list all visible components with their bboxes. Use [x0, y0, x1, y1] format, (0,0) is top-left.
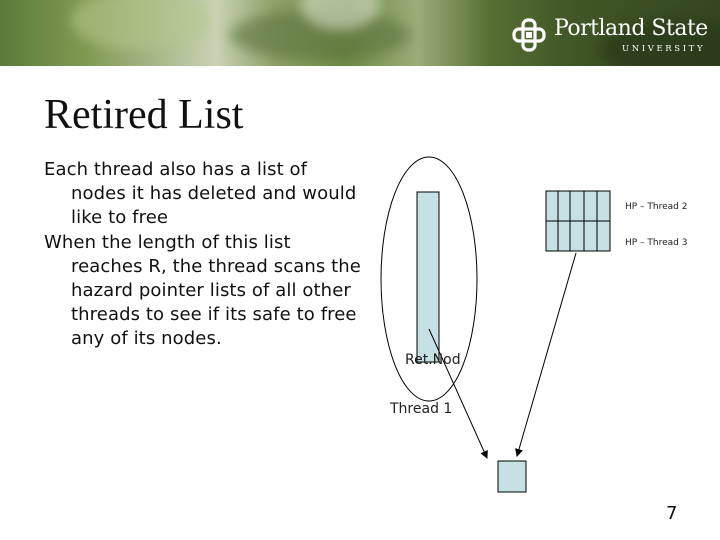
hp-thread2-label: HP – Thread 2	[625, 202, 688, 212]
hp-thread2-row	[546, 191, 610, 221]
hp-thread3-row	[546, 221, 610, 251]
hp-thread3-label: HP – Thread 3	[625, 238, 688, 248]
retired-pointer-arrow	[429, 329, 487, 458]
bullet-item: When the length of this list reaches R, the thread scans the hazard pointer lists of all other threads to see if its safe to free any of its nodes.	[44, 231, 361, 350]
hazard-pointer-arrow	[517, 253, 576, 456]
bullet-item: Each thread also has a list of nodes it has deleted and would like to free	[44, 159, 357, 229]
retired-node-label: Ret.Nod	[405, 352, 461, 368]
university-name: Portland State	[554, 16, 708, 41]
page-number: 7	[666, 503, 678, 524]
slide-title: Retired List	[44, 92, 244, 138]
hazard-pointer-grid	[546, 191, 610, 251]
university-subtitle: UNIVERSITY	[622, 44, 706, 54]
thread1-label: Thread 1	[390, 401, 453, 417]
target-node	[498, 461, 526, 492]
retired-list-column	[417, 192, 439, 362]
